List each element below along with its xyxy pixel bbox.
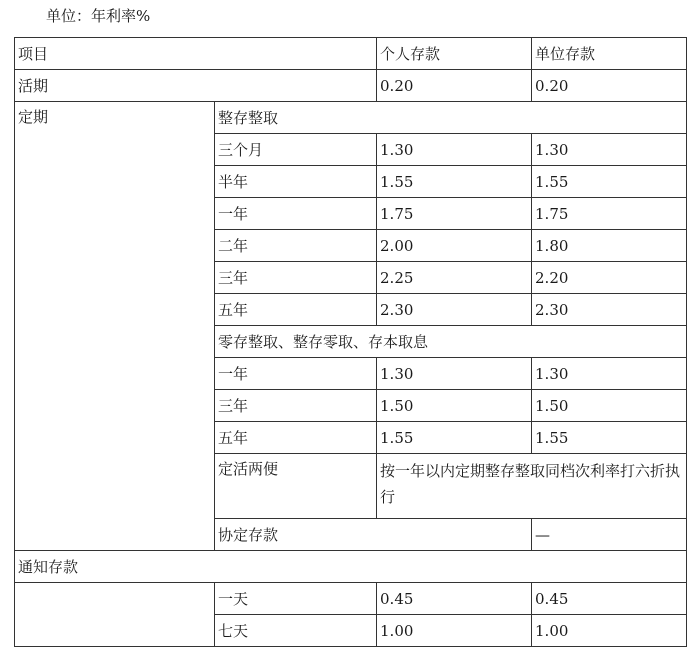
term-cell: 七天 xyxy=(215,615,377,647)
corporate-rate-cell: 1.55 xyxy=(532,166,687,198)
personal-rate-cell: 1.55 xyxy=(377,422,532,454)
personal-rate-cell: 1.55 xyxy=(377,166,532,198)
lump-sum-label: 整存整取 xyxy=(215,102,687,134)
personal-rate-cell: 2.30 xyxy=(377,294,532,326)
agreement-personal: — xyxy=(532,519,687,551)
corporate-rate-cell: 1.00 xyxy=(532,615,687,647)
header-corporate: 单位存款 xyxy=(532,38,687,70)
table-row xyxy=(15,583,687,615)
term-cell: 三个月 xyxy=(215,134,377,166)
personal-rate-cell: 1.00 xyxy=(377,615,532,647)
personal-rate-cell: 0.45 xyxy=(377,583,532,615)
table-row xyxy=(15,102,687,134)
term-cell: 二年 xyxy=(215,230,377,262)
table-row xyxy=(15,551,687,583)
unit-label: 单位：年利率% xyxy=(46,7,151,25)
personal-rate-cell: 1.50 xyxy=(377,390,532,422)
corporate-rate-cell: 1.50 xyxy=(532,390,687,422)
table-row xyxy=(15,70,687,102)
fixed-label: 定期 xyxy=(15,102,215,551)
header-personal: 个人存款 xyxy=(377,38,532,70)
installment-label: 零存整取、整存零取、存本取息 xyxy=(215,326,687,358)
term-cell: 三年 xyxy=(215,390,377,422)
term-cell: 一天 xyxy=(215,583,377,615)
personal-rate-cell: 2.25 xyxy=(377,262,532,294)
header-item: 项目 xyxy=(15,38,377,70)
personal-rate-cell: 1.30 xyxy=(377,358,532,390)
blank-cell xyxy=(15,583,215,647)
corporate-rate-cell: 0.45 xyxy=(532,583,687,615)
term-cell: 三年 xyxy=(215,262,377,294)
flexible-label: 定活两便 xyxy=(215,454,377,519)
current-label: 活期 xyxy=(15,70,377,102)
term-cell: 五年 xyxy=(215,422,377,454)
notice-label: 通知存款 xyxy=(15,551,687,583)
deposit-rate-table xyxy=(14,37,687,647)
agreement-label: 协定存款 xyxy=(215,519,532,551)
personal-rate-cell: 2.00 xyxy=(377,230,532,262)
corporate-rate-cell: 1.75 xyxy=(532,198,687,230)
term-cell: 一年 xyxy=(215,358,377,390)
term-cell: 半年 xyxy=(215,166,377,198)
corporate-rate-cell: 1.80 xyxy=(532,230,687,262)
corporate-rate-cell: 2.20 xyxy=(532,262,687,294)
personal-rate-cell: 1.75 xyxy=(377,198,532,230)
corporate-rate-cell: 1.30 xyxy=(532,134,687,166)
personal-rate-cell: 1.30 xyxy=(377,134,532,166)
corporate-rate-cell: 1.30 xyxy=(532,358,687,390)
term-cell: 一年 xyxy=(215,198,377,230)
current-corporate: 0.20 xyxy=(532,70,687,102)
corporate-rate-cell: 2.30 xyxy=(532,294,687,326)
flexible-note: 按一年以内定期整存整取同档次利率打六折执行 xyxy=(377,454,687,519)
current-personal: 0.20 xyxy=(377,70,532,102)
corporate-rate-cell: 1.55 xyxy=(532,422,687,454)
term-cell: 五年 xyxy=(215,294,377,326)
table-header-row xyxy=(15,38,687,70)
